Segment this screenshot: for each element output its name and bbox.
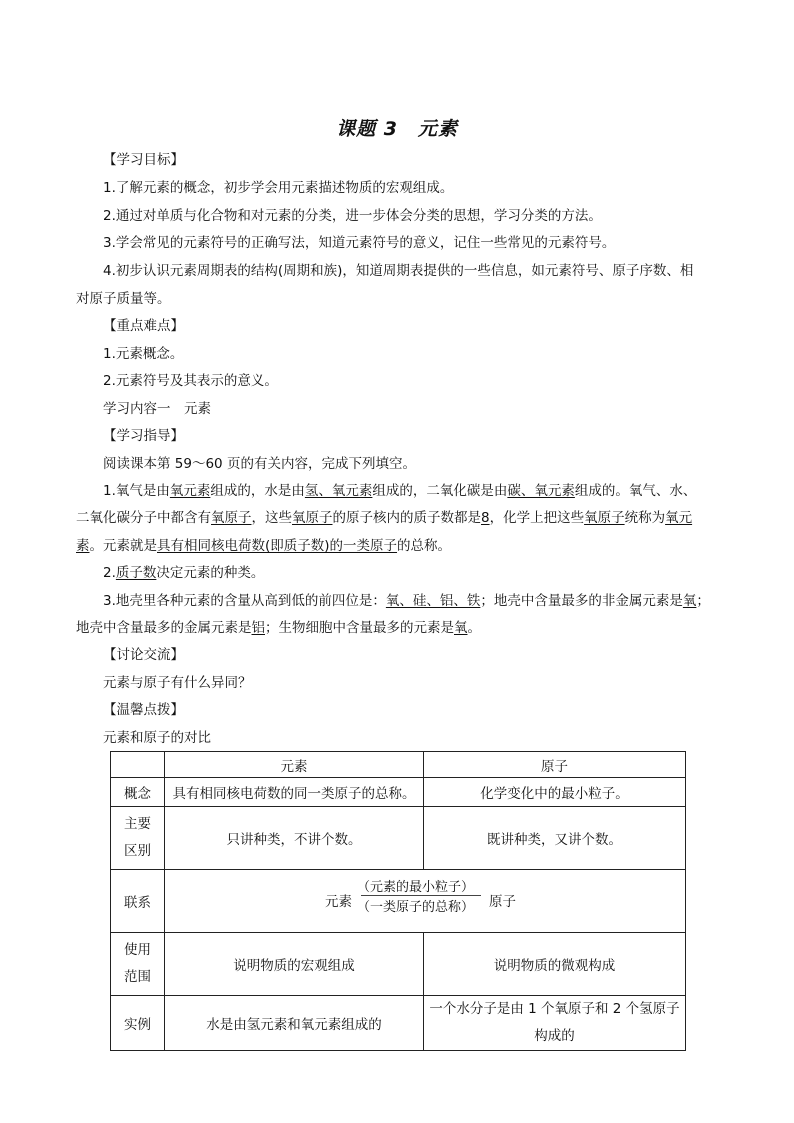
text: 组成的。氧气、水、 — [574, 483, 697, 499]
text: 的总称。 — [397, 538, 452, 554]
atom-cell: 说明物质的微观构成 — [424, 933, 686, 996]
text: 2. — [103, 565, 116, 581]
keypoint-1: 1.元素概念。 — [103, 346, 184, 362]
row-label — [111, 933, 165, 996]
question-1-line-2 — [76, 508, 692, 528]
answer-blank: 氧 — [454, 620, 468, 636]
element-cell: 只讲种类，不讲个数。 — [165, 807, 424, 870]
answer-blank: 铝 — [251, 620, 265, 636]
comparison-table — [110, 751, 686, 1051]
row-label: 概念 — [111, 778, 165, 807]
text: 统称为 — [624, 510, 666, 526]
atom-cell: 既讲种类，又讲个数。 — [424, 807, 686, 870]
discuss-question: 元素与原子有什么异同？ — [103, 675, 252, 691]
element-cell: 具有相同核电荷数的同一类原子的总称。 — [165, 778, 424, 807]
relation-top-label: （元素的最小粒子） — [357, 880, 475, 895]
objective-4-cont: 对原子质量等。 — [76, 291, 171, 307]
text: 。元素就是 — [89, 538, 157, 554]
question-3-line-2 — [76, 618, 481, 638]
relation-cell — [165, 870, 686, 933]
question-1-line-3 — [76, 536, 451, 556]
tips-heading: 【温馨点拨】 — [103, 702, 184, 718]
table-row — [111, 933, 686, 996]
discuss-heading: 【讨论交流】 — [103, 647, 184, 663]
row-label-line: 使用 — [124, 942, 151, 958]
answer-blank: 氧元 — [665, 510, 693, 526]
objective-3: 3.学会常见的元素符号的正确写法，知道元素符号的意义，记住一些常见的元素符号。 — [103, 235, 616, 251]
page-title: 课题 3 元素 — [336, 118, 458, 140]
answer-blank: 氧原子 — [584, 510, 625, 526]
text: 1.氧气是由 — [103, 483, 170, 499]
text: ；地壳中含量最多的非金属元素是 — [480, 593, 683, 609]
atom-cell — [424, 996, 686, 1051]
text: ，这些 — [251, 510, 292, 526]
answer-blank: 碳、氧元素 — [507, 483, 575, 499]
row-label-line: 范围 — [124, 969, 151, 985]
text: ；生物细胞中含量最多的元素是 — [265, 620, 454, 636]
atom-cell-line: 构成的 — [534, 1028, 575, 1044]
relation-left: 元素 — [325, 894, 352, 910]
text: ； — [696, 593, 710, 609]
table-header-atom: 原子 — [424, 752, 686, 778]
table-caption: 元素和原子的对比 — [103, 730, 211, 746]
table-header-empty — [111, 752, 165, 778]
row-label: 实例 — [111, 996, 165, 1051]
text: 地壳中含量最多的金属元素是 — [76, 620, 252, 636]
table-row — [111, 870, 686, 933]
text: 组成的，水是由 — [210, 483, 305, 499]
answer-blank: 氢、氧元素 — [304, 483, 373, 499]
relation-right: 原子 — [489, 894, 516, 910]
text: 组成的，二氧化碳是由 — [372, 483, 508, 499]
row-label — [111, 807, 165, 870]
answer-blank: 具有相同核电荷数(即质子数)的一类原子 — [157, 538, 398, 554]
row-label-line: 主要 — [124, 816, 151, 832]
answer-blank: 氧原子 — [211, 510, 252, 526]
question-2 — [103, 563, 264, 583]
table-row — [111, 778, 686, 807]
relation-bottom-label: （一类原子的总称） — [357, 900, 475, 915]
table-row — [111, 807, 686, 870]
element-cell: 说明物质的宏观组成 — [165, 933, 424, 996]
objectives-heading: 【学习目标】 — [103, 152, 184, 168]
guide-heading: 【学习指导】 — [103, 428, 184, 444]
answer-blank: 质子数 — [115, 565, 157, 581]
table-header-element: 元素 — [165, 752, 424, 778]
answer-blank: 氧、硅、铝、铁 — [385, 593, 481, 609]
answer-blank: 氧元素 — [169, 483, 211, 499]
answer-blank: 氧 — [682, 593, 697, 609]
element-cell: 水是由氢元素和氧元素组成的 — [165, 996, 424, 1051]
row-label: 联系 — [111, 870, 165, 933]
table-row — [111, 996, 686, 1051]
answer-blank: 氧原子 — [292, 510, 333, 526]
text: 的原子核内的质子数都是 — [332, 510, 481, 526]
row-label-line: 区别 — [124, 843, 151, 859]
text: 决定元素的种类。 — [156, 565, 265, 581]
content-1-heading: 学习内容一 元素 — [103, 401, 211, 417]
text: ，化学上把这些 — [489, 510, 585, 526]
keypoint-2: 2.元素符号及其表示的意义。 — [103, 373, 278, 389]
guide-intro: 阅读课本第 59～60 页的有关内容，完成下列填空。 — [103, 456, 416, 472]
table-header-row — [111, 752, 686, 778]
objective-2: 2.通过对单质与化合物和对元素的分类，进一步体会分类的思想，学习分类的方法。 — [103, 208, 602, 224]
question-3-line-1 — [103, 591, 710, 611]
text: 二氧化碳分子中都含有 — [76, 510, 211, 526]
answer-blank: 8 — [481, 510, 490, 526]
objective-1: 1.了解元素的概念，初步学会用元素描述物质的宏观组成。 — [103, 180, 454, 196]
text: 。 — [467, 620, 481, 636]
answer-blank: 素 — [76, 538, 90, 554]
relation-diagram — [295, 870, 555, 928]
atom-cell: 化学变化中的最小粒子。 — [424, 778, 686, 807]
objective-4: 4.初步认识元素周期表的结构(周期和族)，知道周期表提供的一些信息，如元素符号、原子序数、相 — [103, 263, 694, 279]
atom-cell-line: 一个水分子是由 1 个氧原子和 2 个氢原子 — [429, 1001, 680, 1017]
text: 3.地壳里各种元素的含量从高到低的前四位是： — [103, 593, 386, 609]
keypoints-heading: 【重点难点】 — [103, 318, 184, 334]
question-1-line-1 — [103, 481, 696, 501]
